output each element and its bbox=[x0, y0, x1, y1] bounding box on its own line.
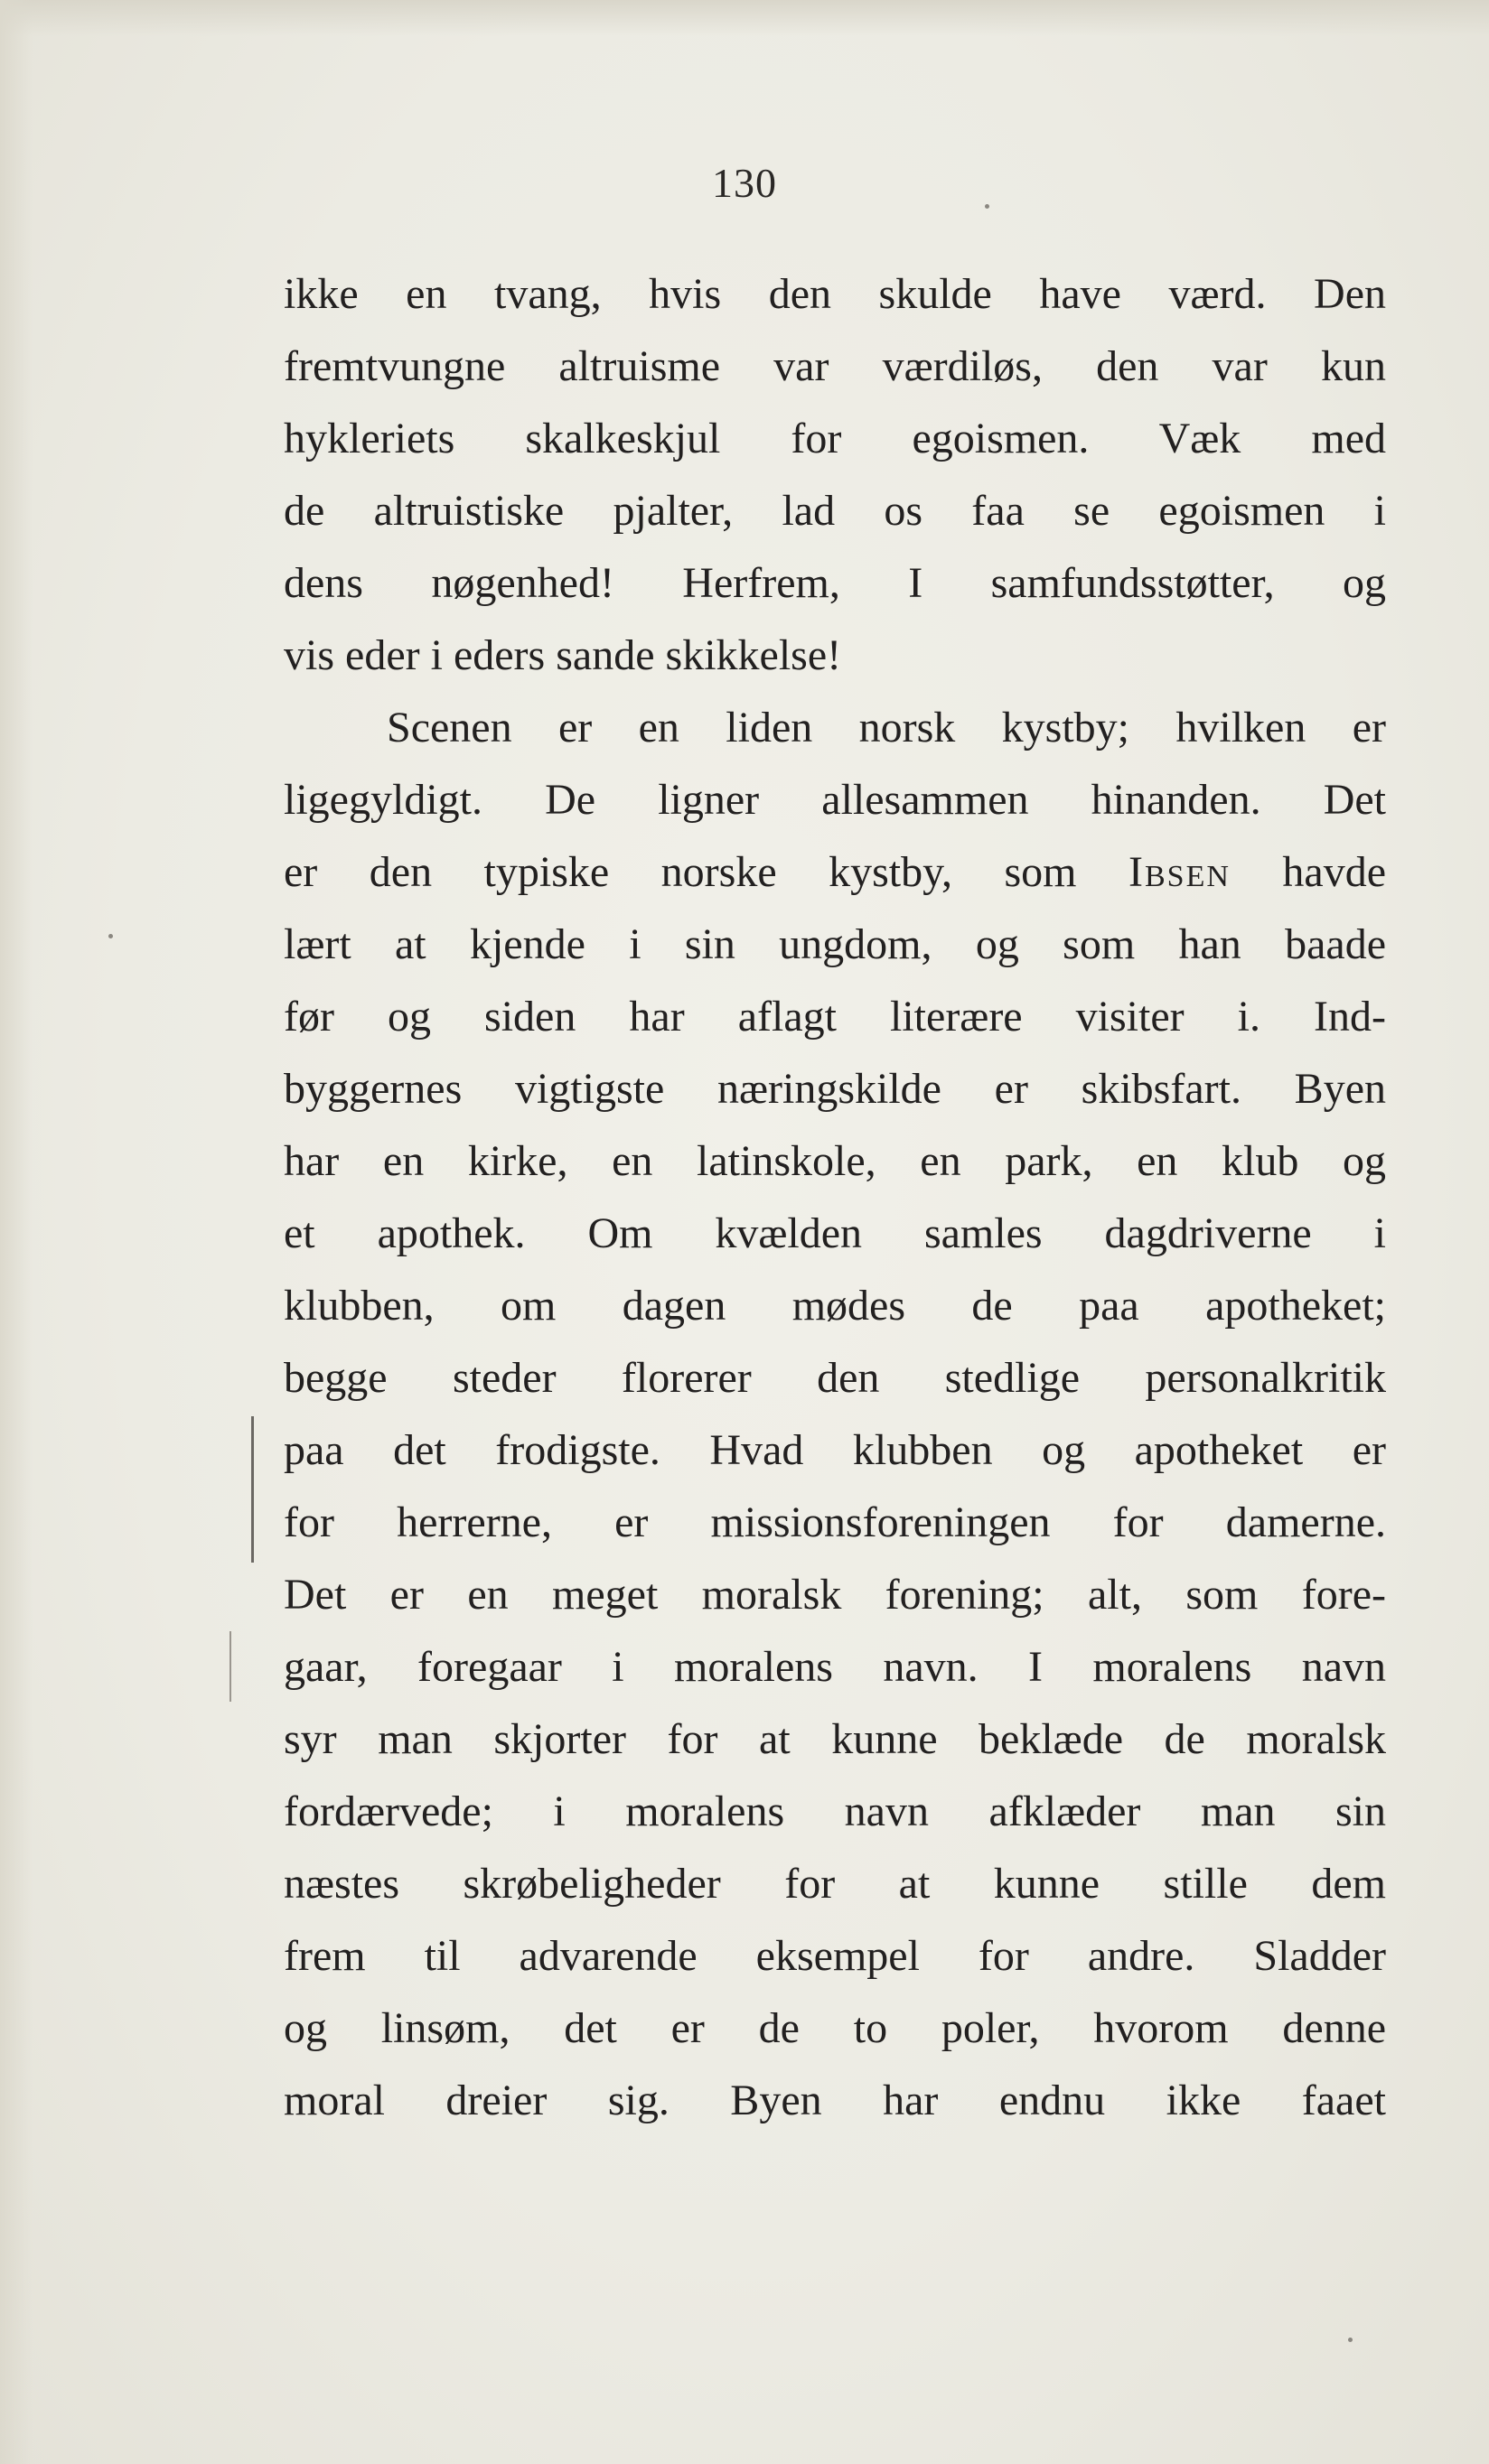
text-fragment: er den typiske norske kystby, som bbox=[284, 848, 1128, 896]
page-number: 130 bbox=[712, 160, 777, 206]
text-line: lært at kjende i sin ungdom, og som han baade bbox=[284, 920, 1386, 968]
margin-pencil-mark bbox=[251, 1416, 254, 1563]
scan-speck bbox=[108, 934, 113, 938]
text-line: for herrerne, er missionsforeningen for damerne. bbox=[284, 1498, 1386, 1546]
scan-speck bbox=[985, 204, 989, 209]
text-line: frem til advarende eksempel for andre. Sladder bbox=[284, 1932, 1386, 1980]
page-edge-shadow-left bbox=[0, 0, 33, 2464]
text-line: Det er en meget moralsk forening; alt, som fore- bbox=[284, 1571, 1386, 1619]
text-line: et apothek. Om kvælden samles dagdriverne i bbox=[284, 1209, 1386, 1257]
body-text bbox=[284, 258, 1386, 2137]
text-line: før og siden har aflagt literære visiter i. Ind- bbox=[284, 993, 1386, 1041]
page-edge-shadow-top bbox=[0, 0, 1489, 36]
text-line: de altruistiske pjalter, lad os faa se egoismen i bbox=[284, 487, 1386, 535]
text-line: fordærvede; i moralens navn afklæder man sin bbox=[284, 1787, 1386, 1835]
text-line: Scenen er en liden norsk kystby; hvilken er bbox=[387, 704, 1386, 751]
margin-pencil-mark bbox=[229, 1631, 231, 1702]
text-fragment: havde bbox=[1230, 848, 1386, 896]
text-line: byggernes vigtigste næringskilde er skibsfart. Byen bbox=[284, 1065, 1386, 1113]
text-line: dens nøgenhed! Herfrem, I samfundsstøtter, og bbox=[284, 559, 1386, 607]
text-line: har en kirke, en latinskole, en park, en klub og bbox=[284, 1137, 1386, 1185]
text-line: syr man skjorter for at kunne beklæde de moralsk bbox=[284, 1715, 1386, 1763]
text-line: hykleriets skalkeskjul for egoismen. Væk med bbox=[284, 415, 1386, 462]
text-line: næstes skrøbeligheder for at kunne stille dem bbox=[284, 1860, 1386, 1908]
text-line bbox=[284, 836, 1386, 909]
text-line: vis eder i eders sande skikkelse! bbox=[284, 631, 842, 679]
text-line: gaar, foregaar i moralens navn. I moralens navn bbox=[284, 1643, 1386, 1691]
text-line: og linsøm, det er de to poler, hvorom denne bbox=[284, 2004, 1386, 2052]
text-line: moral dreier sig. Byen har endnu ikke faaet bbox=[284, 2077, 1386, 2124]
text-line: paa det frodigste. Hvad klubben og apotheket er bbox=[284, 1426, 1386, 1474]
text-line: begge steder florerer den stedlige personalkritik bbox=[284, 1354, 1386, 1402]
text-line: klubben, om dagen mødes de paa apotheket; bbox=[284, 1282, 1386, 1330]
text-line: ligegyldigt. De ligner allesammen hinanden. Det bbox=[284, 776, 1386, 824]
author-name: Ibsen bbox=[1128, 848, 1231, 896]
text-line: ikke en tvang, hvis den skulde have værd. Den bbox=[284, 270, 1386, 318]
text-line: fremtvungne altruisme var værdiløs, den var kun bbox=[284, 342, 1386, 390]
scan-speck bbox=[1348, 2338, 1353, 2342]
